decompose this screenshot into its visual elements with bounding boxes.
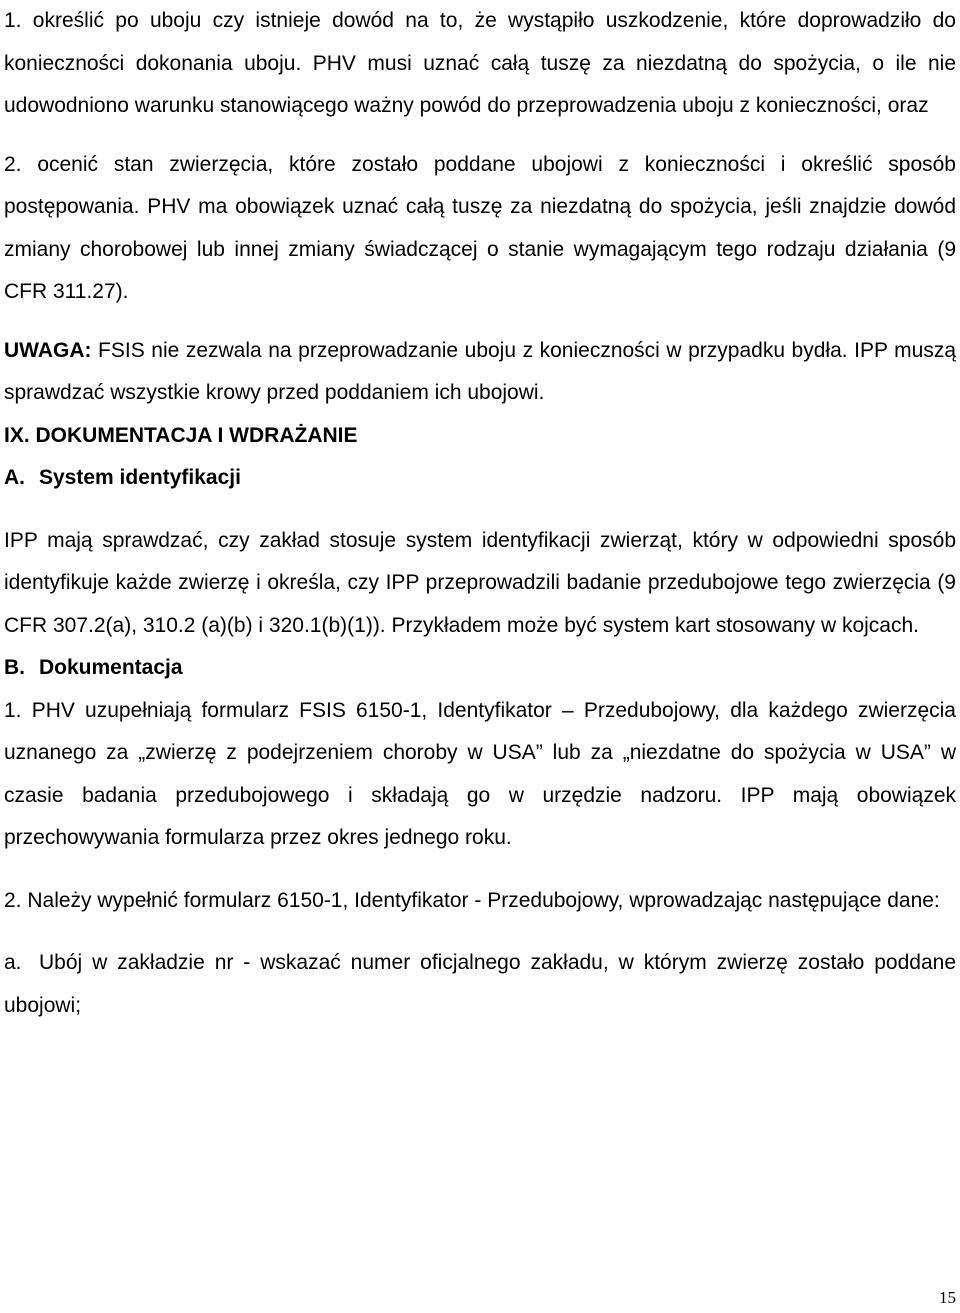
subsection-a-title: System identyfikacji: [39, 466, 241, 489]
document-page: [4, 0, 956, 1027]
paragraph-5: 2. Należy wypełnić formularz 6150-1, Identyfikator - Przedubojowy, wprowadzając następujące dane:: [4, 888, 940, 912]
subsection-a-number: A.: [4, 466, 25, 489]
note-text: FSIS nie zezwala na przeprowadzanie uboju z konieczności w przypadku bydła. IPP muszą sprawdzać wszystkie krowy przed poddaniem ich ubojowi.: [4, 338, 956, 404]
page-number: 15: [939, 1288, 956, 1307]
subsection-b-number: B.: [4, 656, 25, 679]
section-heading: IX. DOKUMENTACJA I WDRAŻANIE: [4, 423, 358, 447]
list-item-a-text: Ubój w zakładzie nr - wskazać numer oficjalnego zakładu, w którym zwierzę zostało poddane ubojowi;: [4, 951, 956, 1017]
paragraph-1: 1. określić po uboju czy istnieje dowód na to, że wystąpiło uszkodzenie, które doprowadziło do konieczności dokonania uboju. PHV musi uznać całą tuszę za niezdatną do spożycia, o ile nie udowodniono warunku stanowiącego ważny powód do przeprowadzenia uboju z konieczności, oraz: [4, 9, 956, 117]
paragraph-3: IPP mają sprawdzać, czy zakład stosuje system identyfikacji zwierząt, który w odpowiedni sposób identyfikuje każde zwierzę i określa, czy IPP przeprowadzili badanie przedubojowe tego zwierzęcia (9 CFR 307.2(a), 310.2 (a)(b) i 320.1(b)(1)). Przykładem może być system kart stosowany w kojcach.: [4, 528, 956, 637]
note-label: UWAGA:: [4, 338, 92, 362]
paragraph-2: 2. ocenić stan zwierzęcia, które zostało poddane ubojowi z konieczności i określić sposób postępowania. PHV ma obowiązek uznać całą tuszę za niezdatną do spożycia, jeśli znajdzie dowód zmiany chorobowej lub innej zmiany świadczącej o stanie wymagającym tego rodzaju działania (9 CFR 311.27).: [4, 152, 956, 303]
subsection-a-heading: [4, 457, 956, 500]
paragraph-6: [4, 942, 956, 1027]
subsection-b-title: Dokumentacja: [39, 656, 183, 679]
note-paragraph: [4, 330, 956, 415]
list-item-a-label: a.: [4, 951, 22, 974]
paragraph-4: 1. PHV uzupełniają formularz FSIS 6150-1, Identyfikator – Przedubojowy, dla każdego zwierzęcia uznanego za „zwierzę z podejrzeniem choroby w USA” lub za „niezdatne do spożycia w USA” w czasie badania przedubojowego i składają go w urzędzie nadzoru. IPP mają obowiązek przechowywania formularza przez okres jednego roku.: [4, 698, 956, 849]
subsection-b-heading: [4, 647, 956, 690]
